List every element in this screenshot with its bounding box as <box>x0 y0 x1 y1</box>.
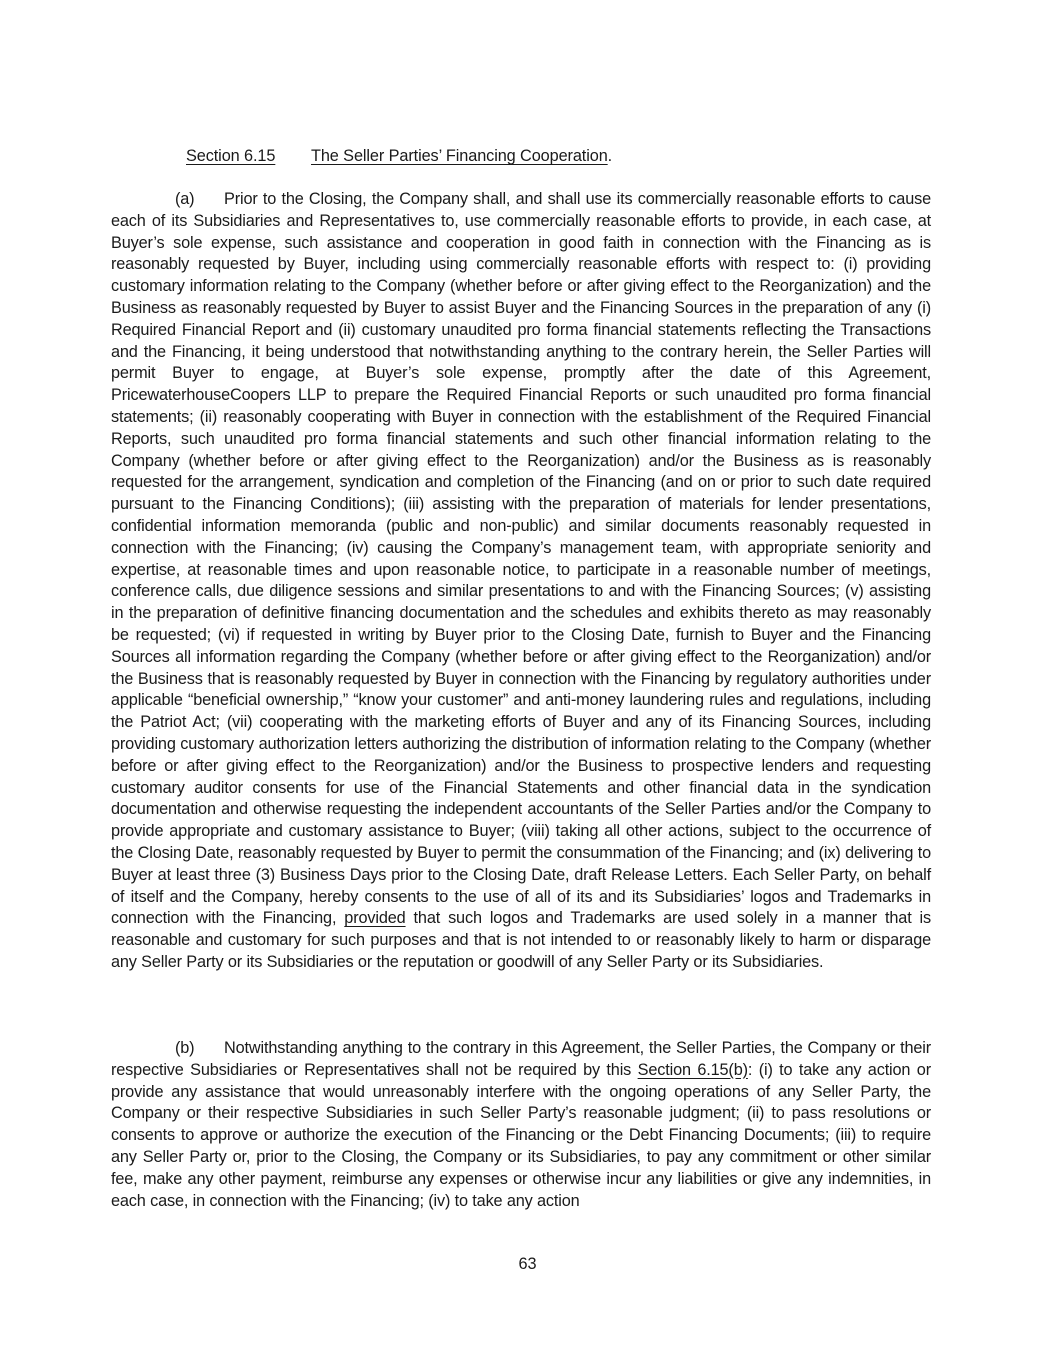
section-title: The Seller Parties’ Financing Cooperation <box>311 147 608 165</box>
paragraph-a <box>111 189 931 974</box>
section-heading <box>186 146 612 168</box>
paragraph-a-text-part1: Prior to the Closing, the Company shall, and shall use its commercially reasonable efforts to cause each of its Subsidiaries and Representatives to, use commercially reasonable efforts to provide, in each case, at Buyer’s sole expense, such assistance and cooperation in good faith in connection with the Financing as is reasonably requested by Buyer, including using commercially reasonable efforts with respect to: (i) providing customary information relating to the Company (whether before or after giving effect to the Reorganization) and the Business as reasonably requested by Buyer to assist Buyer and the Financing Sources in the preparation of any (i) Required Financial Report and (ii) customary unaudited pro forma financial statements reflecting the Transactions and the Financing, it being understood that notwithstanding anything to the contrary herein, the Seller Parties will permit Buyer to engage, at Buyer’s sole expense, promptly after the date of this Agreement, PricewaterhouseCoopers LLP to prepare the Required Financial Reports or such unaudited pro forma financial statements; (ii) reasonably cooperating with Buyer in connection with the establishment of the Required Financial Reports, such unaudited pro forma financial statements and such other financial information relating to the Company (whether before or after giving effect to the Reorganization) and/or the Business as is reasonably requested for the arrangement, syndication and completion of the Financing (and on or prior to such date required pursuant to the Financing Conditions); (iii) assisting with the preparation of materials for lender presentations, confidential information memoranda (public and non-public) and similar documents reasonably requested in connection with the Financing; (iv) causing the Company’s management team, with appropriate seniority and expertise, at reasonable times and upon reasonable notice, to participate in a reasonable number of meetings, conference calls, due diligence sessions and similar presentations to and with the Financing Sources; (v) assisting in the preparation of definitive financing documentation and the schedules and exhibits thereto as may reasonably be requested; (vi) if requested in writing by Buyer prior to the Closing Date, furnish to Buyer and the Financing Sources all information regarding the Company (whether before or after giving effect to the Reorganization) and/or the Business that is reasonably requested by Buyer in connection with the Financing by regulatory authorities under applicable “beneficial ownership,” “know your customer” and anti-money laundering rules and regulations, including the Patriot Act; (vii) cooperating with the marketing efforts of Buyer and any of its Financing Sources, including providing customary authorization letters authorizing the distribution of information relating to the Company (whether before or after giving effect to the Reorganization) and/or the Business to prospective lenders and requesting customary auditor consents for use of the Financial Statements and other financial data in the syndication documentation and otherwise requesting the independent accountants of the Seller Parties and/or the Company to provide appropriate and customary assistance to Buyer; (viii) taking all other actions, subject to the occurrence of the Closing Date, reasonably requested by Buyer to permit the consummation of the Financing; and (ix) delivering to Buyer at least three (3) Business Days prior to the Closing Date, draft Release Letters. Each Seller Party, on behalf of itself and the Company, hereby consents to the use of all of its and its Subsidiaries’ logos and Trademarks in connection with the Financing, <box>111 190 931 928</box>
paragraph-b-text-part1: Notwithstanding anything to the contrary in this Agreement, the Seller Parties, the Company or their respective Subsidiaries or Representatives shall not be required by this <box>111 1039 931 1079</box>
section-reference: Section 6.15(b) <box>637 1060 748 1079</box>
paragraph-b <box>111 1038 931 1212</box>
paragraph-b-label: (b) <box>175 1039 195 1057</box>
provided-term: provided <box>344 909 406 928</box>
paragraph-a-label: (a) <box>175 190 195 208</box>
page-number: 63 <box>518 1255 537 1273</box>
paragraph-a-text-part2: that such logos and Trademarks are used solely in a manner that is reasonable and customary for such purposes and that is not intended to or reasonably likely to harm or disparage any Seller Party or its Subsidiaries or the reputation or goodwill of any Seller Party or its Subsidiaries. <box>111 909 931 971</box>
paragraph-b-text-part2: : (i) to take any action or provide any assistance that would unreasonably interfere with the ongoing operations of any Seller Party, the Company or their respective Subsidiaries in such Seller Party’s reasonable judgment; (ii) to pass resolutions or consents to approve or authorize the execution of the Financing or the Debt Financing Documents; (iii) to require any Seller Party or, prior to the Closing, the Company or its Subsidiaries, to pay any commitment or other similar fee, make any other payment, reimburse any expenses or otherwise incur any liabilities or give any indemnities, in each case, in connection with the Financing; (iv) to take any action <box>111 1060 931 1210</box>
section-number: Section 6.15 <box>186 147 276 165</box>
section-title-period: . <box>607 147 613 165</box>
